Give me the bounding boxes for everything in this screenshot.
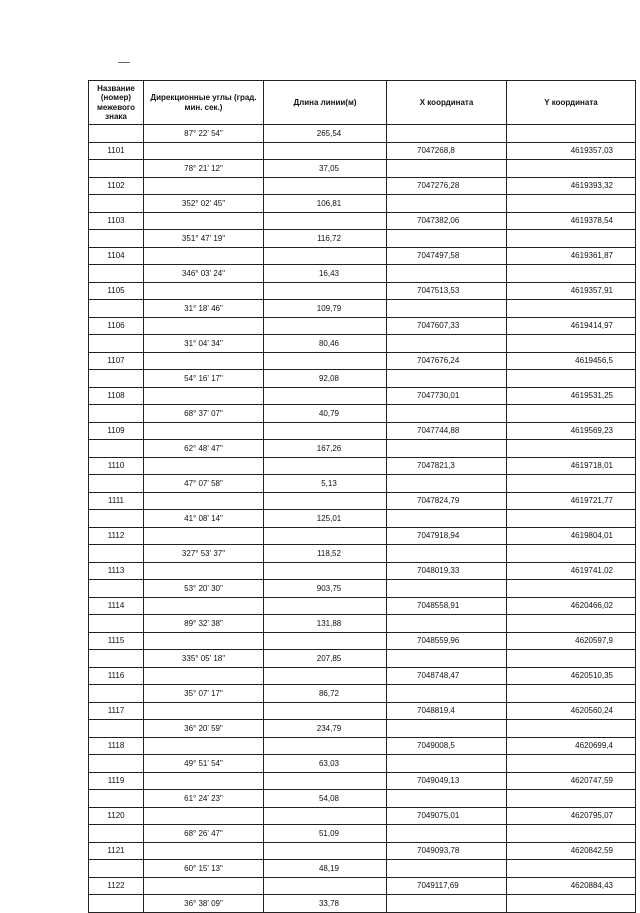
cell-length: 207,85: [264, 650, 387, 668]
cell-name: [89, 300, 144, 318]
cell-name: 1119: [89, 773, 144, 791]
segment-row: [89, 510, 636, 528]
cell-x: 7048819,4: [387, 703, 507, 721]
cell-x: 7048748,47: [387, 668, 507, 686]
cell-x: [387, 440, 507, 458]
cell-length: 51,09: [264, 825, 387, 843]
cell-x: [387, 475, 507, 493]
segment-row: [89, 475, 636, 493]
cell-name: [89, 195, 144, 213]
cell-name: 1115: [89, 633, 144, 651]
cell-name: 1114: [89, 598, 144, 616]
cell-name: 1110: [89, 458, 144, 476]
cell-length: 80,46: [264, 335, 387, 353]
cell-name: 1104: [89, 248, 144, 266]
cell-length: [264, 598, 387, 616]
point-row: [89, 283, 636, 301]
header-name: Название (номер) межевого знака: [89, 81, 144, 125]
cell-y: [507, 440, 636, 458]
segment-row: [89, 615, 636, 633]
cell-y: 4619361,87: [507, 248, 636, 266]
cell-x: [387, 125, 507, 143]
cell-angle: 31° 18' 46": [144, 300, 264, 318]
segment-row: [89, 230, 636, 248]
cell-angle: 41° 08' 14": [144, 510, 264, 528]
cell-y: [507, 335, 636, 353]
cell-angle: [144, 633, 264, 651]
table-header-row: [89, 81, 636, 125]
cell-length: 48,19: [264, 860, 387, 878]
cell-angle: 352° 02' 45": [144, 195, 264, 213]
cell-y: 4619531,25: [507, 388, 636, 406]
cell-angle: [144, 493, 264, 511]
cell-y: 4619718,01: [507, 458, 636, 476]
cell-name: [89, 685, 144, 703]
cell-x: [387, 335, 507, 353]
point-row: [89, 773, 636, 791]
cell-y: 4619741,02: [507, 563, 636, 581]
cell-angle: 35° 07' 17": [144, 685, 264, 703]
point-row: [89, 143, 636, 161]
cell-name: 1120: [89, 808, 144, 826]
cell-name: [89, 440, 144, 458]
cell-y: [507, 790, 636, 808]
cell-y: [507, 230, 636, 248]
cell-length: [264, 248, 387, 266]
cell-angle: [144, 808, 264, 826]
cell-y: [507, 195, 636, 213]
cell-length: 33,78: [264, 895, 387, 913]
cell-y: [507, 265, 636, 283]
cell-length: 16,43: [264, 265, 387, 283]
cell-x: [387, 580, 507, 598]
cell-angle: 47° 07' 58": [144, 475, 264, 493]
cell-angle: [144, 458, 264, 476]
cell-x: [387, 860, 507, 878]
segment-row: [89, 405, 636, 423]
cell-y: 4619804,01: [507, 528, 636, 546]
cell-length: [264, 703, 387, 721]
cell-x: [387, 720, 507, 738]
cell-y: [507, 650, 636, 668]
segment-row: [89, 755, 636, 773]
cell-x: 7047268,8: [387, 143, 507, 161]
segment-row: [89, 720, 636, 738]
cell-angle: 61° 24' 23": [144, 790, 264, 808]
cell-x: [387, 790, 507, 808]
cell-length: 92,08: [264, 370, 387, 388]
cell-length: 125,01: [264, 510, 387, 528]
cell-x: [387, 405, 507, 423]
cell-x: [387, 160, 507, 178]
cell-name: [89, 125, 144, 143]
segment-row: [89, 685, 636, 703]
cell-angle: 78° 21' 12": [144, 160, 264, 178]
cell-angle: [144, 703, 264, 721]
table-body: [89, 125, 636, 913]
cell-y: 4620597,9: [507, 633, 636, 651]
cell-name: [89, 335, 144, 353]
cell-x: [387, 370, 507, 388]
cell-y: 4620699,4: [507, 738, 636, 756]
cell-length: [264, 283, 387, 301]
segment-row: [89, 790, 636, 808]
segment-row: [89, 300, 636, 318]
cell-angle: 346° 03' 24": [144, 265, 264, 283]
cell-name: [89, 580, 144, 598]
cell-y: [507, 370, 636, 388]
segment-row: [89, 265, 636, 283]
cell-name: 1112: [89, 528, 144, 546]
cell-angle: 68° 37' 07": [144, 405, 264, 423]
cell-angle: 351° 47' 19": [144, 230, 264, 248]
cell-name: 1101: [89, 143, 144, 161]
cell-y: 4620510,35: [507, 668, 636, 686]
point-row: [89, 423, 636, 441]
cell-length: 54,08: [264, 790, 387, 808]
cell-y: 4620560,24: [507, 703, 636, 721]
cell-y: 4620884,43: [507, 878, 636, 896]
cell-name: [89, 825, 144, 843]
cell-name: 1118: [89, 738, 144, 756]
cell-y: [507, 160, 636, 178]
cell-y: [507, 755, 636, 773]
cell-y: 4620795,07: [507, 808, 636, 826]
cell-x: [387, 300, 507, 318]
cell-y: [507, 895, 636, 913]
scan-mark: [118, 62, 130, 63]
segment-row: [89, 895, 636, 913]
point-row: [89, 843, 636, 861]
cell-length: [264, 493, 387, 511]
cell-length: 63,03: [264, 755, 387, 773]
boundary-coordinates-table: [88, 80, 636, 913]
point-row: [89, 353, 636, 371]
cell-name: [89, 895, 144, 913]
cell-angle: [144, 423, 264, 441]
cell-angle: [144, 143, 264, 161]
cell-angle: 49° 51' 54": [144, 755, 264, 773]
cell-y: 4619456,5: [507, 353, 636, 371]
cell-name: [89, 370, 144, 388]
cell-name: [89, 755, 144, 773]
cell-angle: [144, 283, 264, 301]
cell-angle: [144, 248, 264, 266]
cell-length: [264, 178, 387, 196]
segment-row: [89, 195, 636, 213]
cell-y: 4619393,32: [507, 178, 636, 196]
cell-y: 4620466,02: [507, 598, 636, 616]
cell-angle: [144, 353, 264, 371]
cell-y: 4619569,23: [507, 423, 636, 441]
cell-name: [89, 265, 144, 283]
cell-angle: [144, 668, 264, 686]
cell-x: 7047676,24: [387, 353, 507, 371]
cell-x: 7047607,33: [387, 318, 507, 336]
cell-length: 903,75: [264, 580, 387, 598]
cell-name: 1121: [89, 843, 144, 861]
cell-length: 265,54: [264, 125, 387, 143]
cell-y: [507, 580, 636, 598]
cell-x: 7047497,58: [387, 248, 507, 266]
cell-length: 40,79: [264, 405, 387, 423]
cell-length: 116,72: [264, 230, 387, 248]
segment-row: [89, 580, 636, 598]
header-y: Y координата: [507, 81, 636, 125]
cell-x: 7049117,69: [387, 878, 507, 896]
point-row: [89, 703, 636, 721]
cell-x: 7048019,33: [387, 563, 507, 581]
cell-length: 234,79: [264, 720, 387, 738]
cell-angle: [144, 738, 264, 756]
cell-length: [264, 808, 387, 826]
cell-length: [264, 528, 387, 546]
cell-x: [387, 825, 507, 843]
cell-x: 7048559,96: [387, 633, 507, 651]
cell-x: 7049075,01: [387, 808, 507, 826]
cell-y: [507, 825, 636, 843]
cell-length: 131,88: [264, 615, 387, 633]
segment-row: [89, 160, 636, 178]
cell-length: [264, 773, 387, 791]
cell-y: [507, 300, 636, 318]
cell-name: [89, 405, 144, 423]
point-row: [89, 213, 636, 231]
cell-angle: 36° 20' 59": [144, 720, 264, 738]
point-row: [89, 318, 636, 336]
cell-name: [89, 615, 144, 633]
cell-length: 167,26: [264, 440, 387, 458]
cell-name: [89, 790, 144, 808]
cell-x: [387, 685, 507, 703]
cell-angle: 62° 48' 47": [144, 440, 264, 458]
point-row: [89, 668, 636, 686]
segment-row: [89, 825, 636, 843]
cell-angle: 335° 05' 18": [144, 650, 264, 668]
point-row: [89, 633, 636, 651]
cell-name: 1116: [89, 668, 144, 686]
cell-x: 7047513,53: [387, 283, 507, 301]
cell-x: 7047730,01: [387, 388, 507, 406]
cell-angle: [144, 843, 264, 861]
cell-angle: 68° 26' 47": [144, 825, 264, 843]
cell-x: [387, 895, 507, 913]
cell-y: 4620747,59: [507, 773, 636, 791]
cell-name: [89, 230, 144, 248]
cell-length: 5,13: [264, 475, 387, 493]
cell-name: 1111: [89, 493, 144, 511]
cell-name: [89, 545, 144, 563]
cell-length: [264, 318, 387, 336]
cell-name: 1108: [89, 388, 144, 406]
cell-length: 86,72: [264, 685, 387, 703]
cell-angle: 54° 16' 17": [144, 370, 264, 388]
cell-angle: [144, 178, 264, 196]
cell-angle: [144, 878, 264, 896]
point-row: [89, 178, 636, 196]
cell-name: 1113: [89, 563, 144, 581]
cell-length: [264, 633, 387, 651]
point-row: [89, 248, 636, 266]
cell-length: 109,79: [264, 300, 387, 318]
cell-name: [89, 160, 144, 178]
cell-length: [264, 388, 387, 406]
cell-angle: 31° 04' 34": [144, 335, 264, 353]
cell-x: [387, 265, 507, 283]
cell-angle: [144, 213, 264, 231]
point-row: [89, 808, 636, 826]
header-length: Длина линии(м): [264, 81, 387, 125]
cell-name: 1102: [89, 178, 144, 196]
cell-y: 4620842,59: [507, 843, 636, 861]
point-row: [89, 563, 636, 581]
cell-x: [387, 755, 507, 773]
cell-angle: [144, 563, 264, 581]
cell-name: [89, 720, 144, 738]
cell-angle: [144, 318, 264, 336]
cell-length: [264, 668, 387, 686]
cell-x: [387, 510, 507, 528]
segment-row: [89, 125, 636, 143]
header-angle: Дирекционные углы (град. мин. сек.): [144, 81, 264, 125]
cell-x: 7048558,91: [387, 598, 507, 616]
cell-y: [507, 720, 636, 738]
cell-angle: [144, 773, 264, 791]
cell-name: 1117: [89, 703, 144, 721]
cell-x: [387, 615, 507, 633]
cell-x: [387, 195, 507, 213]
point-row: [89, 388, 636, 406]
cell-length: [264, 353, 387, 371]
point-row: [89, 738, 636, 756]
segment-row: [89, 370, 636, 388]
point-row: [89, 493, 636, 511]
cell-name: 1103: [89, 213, 144, 231]
segment-row: [89, 545, 636, 563]
segment-row: [89, 440, 636, 458]
cell-y: [507, 475, 636, 493]
cell-x: 7049093,78: [387, 843, 507, 861]
cell-length: 118,52: [264, 545, 387, 563]
cell-angle: [144, 598, 264, 616]
cell-angle: 87° 22' 54": [144, 125, 264, 143]
cell-x: 7047744,88: [387, 423, 507, 441]
cell-y: [507, 510, 636, 528]
cell-x: 7049008,5: [387, 738, 507, 756]
cell-name: [89, 510, 144, 528]
point-row: [89, 458, 636, 476]
point-row: [89, 528, 636, 546]
cell-angle: 327° 53' 37": [144, 545, 264, 563]
cell-name: 1106: [89, 318, 144, 336]
cell-angle: [144, 528, 264, 546]
cell-name: 1105: [89, 283, 144, 301]
cell-angle: 89° 32' 38": [144, 615, 264, 633]
cell-y: [507, 405, 636, 423]
cell-length: [264, 878, 387, 896]
cell-name: [89, 650, 144, 668]
cell-x: 7047824,79: [387, 493, 507, 511]
cell-y: 4619378,54: [507, 213, 636, 231]
cell-length: [264, 423, 387, 441]
cell-y: [507, 125, 636, 143]
cell-length: [264, 213, 387, 231]
cell-length: [264, 563, 387, 581]
cell-y: [507, 615, 636, 633]
cell-length: 106,81: [264, 195, 387, 213]
cell-length: 37,05: [264, 160, 387, 178]
cell-angle: [144, 388, 264, 406]
segment-row: [89, 860, 636, 878]
cell-name: 1109: [89, 423, 144, 441]
cell-name: 1107: [89, 353, 144, 371]
cell-angle: 36° 38' 09": [144, 895, 264, 913]
cell-x: [387, 650, 507, 668]
cell-x: [387, 230, 507, 248]
header-x: X координата: [387, 81, 507, 125]
cell-x: 7047276,28: [387, 178, 507, 196]
cell-y: 4619357,03: [507, 143, 636, 161]
cell-y: 4619721,77: [507, 493, 636, 511]
cell-y: [507, 860, 636, 878]
cell-name: 1122: [89, 878, 144, 896]
cell-x: 7049049,13: [387, 773, 507, 791]
point-row: [89, 878, 636, 896]
cell-y: 4619414,97: [507, 318, 636, 336]
cell-length: [264, 843, 387, 861]
cell-length: [264, 738, 387, 756]
segment-row: [89, 335, 636, 353]
cell-name: [89, 860, 144, 878]
cell-x: 7047918,94: [387, 528, 507, 546]
segment-row: [89, 650, 636, 668]
cell-length: [264, 458, 387, 476]
cell-angle: 53° 20' 30": [144, 580, 264, 598]
cell-length: [264, 143, 387, 161]
point-row: [89, 598, 636, 616]
cell-name: [89, 475, 144, 493]
cell-angle: 60° 15' 13": [144, 860, 264, 878]
cell-x: 7047382,06: [387, 213, 507, 231]
cell-y: 4619357,91: [507, 283, 636, 301]
cell-x: [387, 545, 507, 563]
cell-y: [507, 545, 636, 563]
cell-y: [507, 685, 636, 703]
cell-x: 7047821,3: [387, 458, 507, 476]
